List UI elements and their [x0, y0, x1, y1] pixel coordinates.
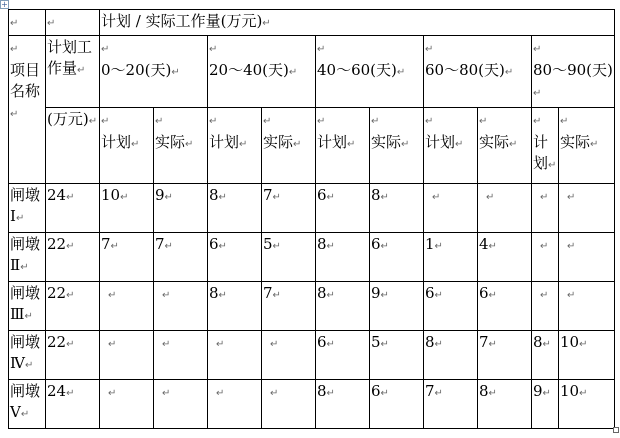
actual-value-cell[interactable]: ↵ — [559, 184, 615, 233]
header-row-2 — [9, 36, 615, 108]
actual-value-cell[interactable]: ↵ — [559, 282, 615, 331]
plan-value-cell[interactable]: ↵ — [208, 331, 262, 380]
plan-value-cell[interactable]: ↵ — [532, 184, 559, 233]
header-planned-workload[interactable]: 计划工 作量↵ — [46, 36, 100, 108]
header-project[interactable]: ↵ 项目 名称↵ — [9, 36, 46, 184]
actual-value-cell[interactable]: 8↵ — [478, 380, 532, 429]
header-period-2[interactable]: ↵ 20～40(天)↵ — [208, 36, 316, 108]
plan-value-cell[interactable]: ↵ — [100, 331, 154, 380]
actual-value-cell[interactable]: 6↵ — [478, 282, 532, 331]
plan-value-cell[interactable]: 8↵ — [532, 331, 559, 380]
actual-value-cell[interactable]: ↵ — [478, 184, 532, 233]
plan-value-cell[interactable]: ↵ — [532, 282, 559, 331]
header-cell-blank-2[interactable]: ↵ — [46, 10, 100, 36]
actual-value-cell[interactable]: 5↵ — [262, 233, 316, 282]
header-period-4[interactable]: ↵ 60～80(天)↵ — [424, 36, 532, 108]
header-plan-3[interactable]: ↵ 计划↵ — [316, 108, 370, 184]
plan-value-cell[interactable]: 6↵ — [208, 233, 262, 282]
plan-value-cell[interactable]: 1↵ — [424, 233, 478, 282]
header-actual-5[interactable]: ↵ 实际↵ — [559, 108, 615, 184]
plan-value-cell[interactable]: 7↵ — [424, 380, 478, 429]
project-name-cell[interactable]: 闸墩Ⅲ↵ — [9, 282, 46, 331]
header-period-1[interactable]: ↵ 0～20(天)↵ — [100, 36, 208, 108]
plan-value-cell[interactable]: 8↵ — [316, 380, 370, 429]
header-plan-1[interactable]: ↵ 计划↵ — [100, 108, 154, 184]
plan-value-cell[interactable]: 8↵ — [208, 282, 262, 331]
header-actual-2[interactable]: ↵ 实际↵ — [262, 108, 316, 184]
actual-value-cell[interactable]: 5↵ — [370, 331, 424, 380]
header-actual-3[interactable]: ↵ 实际↵ — [370, 108, 424, 184]
actual-value-cell[interactable]: ↵ — [262, 331, 316, 380]
header-actual-4[interactable]: ↵ 实际↵ — [478, 108, 532, 184]
project-name-cell[interactable]: 闸墩Ⅱ↵ — [9, 233, 46, 282]
plan-value-cell[interactable]: 6↵ — [316, 331, 370, 380]
actual-value-cell[interactable]: 4↵ — [478, 233, 532, 282]
plan-value-cell[interactable]: ↵ — [208, 380, 262, 429]
plan-value-cell[interactable]: 8↵ — [208, 184, 262, 233]
project-name-cell[interactable]: 闸墩Ⅰ↵ — [9, 184, 46, 233]
header-row-1 — [9, 10, 615, 36]
header-cell-blank-1[interactable]: ↵ — [9, 10, 46, 36]
actual-value-cell[interactable]: 6↵ — [370, 380, 424, 429]
header-plan-2[interactable]: ↵ 计划↵ — [208, 108, 262, 184]
actual-value-cell[interactable]: 7↵ — [478, 331, 532, 380]
actual-value-cell[interactable]: 6↵ — [370, 233, 424, 282]
table-row — [9, 282, 615, 331]
actual-value-cell[interactable]: 7↵ — [262, 184, 316, 233]
actual-value-cell[interactable]: 7↵ — [154, 233, 208, 282]
actual-value-cell[interactable]: 9↵ — [370, 282, 424, 331]
table-move-handle-icon[interactable]: + — [1, 0, 8, 9]
actual-value-cell[interactable]: ↵ — [559, 233, 615, 282]
plan-value-cell[interactable]: ↵ — [532, 233, 559, 282]
plan-value-cell[interactable]: 10↵ — [100, 184, 154, 233]
actual-value-cell[interactable]: ↵ — [154, 282, 208, 331]
header-main[interactable]: 计划 / 实际工作量(万元)↵ — [100, 10, 615, 36]
table-row — [9, 331, 615, 380]
actual-value-cell[interactable]: 9↵ — [154, 184, 208, 233]
project-name-cell[interactable]: 闸墩Ⅳ↵ — [9, 331, 46, 380]
workload-table — [8, 9, 615, 429]
header-period-3[interactable]: ↵ 40～60(天)↵ — [316, 36, 424, 108]
header-period-5[interactable]: ↵ 80～90(天)↵ — [532, 36, 615, 108]
plan-value-cell[interactable]: 7↵ — [100, 233, 154, 282]
actual-value-cell[interactable]: ↵ — [262, 380, 316, 429]
plan-value-cell[interactable]: 8↵ — [424, 331, 478, 380]
actual-value-cell[interactable]: ↵ — [154, 380, 208, 429]
planned-workload-cell[interactable]: 22↵ — [46, 233, 100, 282]
actual-value-cell[interactable]: 7↵ — [262, 282, 316, 331]
plan-value-cell[interactable]: ↵ — [424, 184, 478, 233]
planned-workload-cell[interactable]: 22↵ — [46, 331, 100, 380]
header-plan-5[interactable]: ↵ 计划↵ — [532, 108, 559, 184]
plan-value-cell[interactable]: 8↵ — [316, 233, 370, 282]
plan-value-cell[interactable]: ↵ — [100, 282, 154, 331]
table-row — [9, 380, 615, 429]
planned-workload-cell[interactable]: 24↵ — [46, 380, 100, 429]
plan-value-cell[interactable]: 6↵ — [316, 184, 370, 233]
plan-value-cell[interactable]: 8↵ — [316, 282, 370, 331]
planned-workload-cell[interactable]: 22↵ — [46, 282, 100, 331]
project-name-cell[interactable]: 闸墩Ⅴ↵ — [9, 380, 46, 429]
table-row — [9, 233, 615, 282]
plan-value-cell[interactable]: 9↵ — [532, 380, 559, 429]
plan-value-cell[interactable]: ↵ — [100, 380, 154, 429]
plan-value-cell[interactable]: 6↵ — [424, 282, 478, 331]
header-row-3 — [9, 108, 615, 184]
header-unit[interactable]: (万元)↵ — [46, 108, 100, 184]
actual-value-cell[interactable]: 8↵ — [370, 184, 424, 233]
planned-workload-cell[interactable]: 24↵ — [46, 184, 100, 233]
actual-value-cell[interactable]: 10↵ — [559, 331, 615, 380]
table-resize-handle-icon[interactable] — [613, 427, 619, 433]
actual-value-cell[interactable]: ↵ — [154, 331, 208, 380]
header-plan-4[interactable]: ↵ 计划↵ — [424, 108, 478, 184]
actual-value-cell[interactable]: 10↵ — [559, 380, 615, 429]
header-actual-1[interactable]: ↵ 实际↵ — [154, 108, 208, 184]
table-row — [9, 184, 615, 233]
